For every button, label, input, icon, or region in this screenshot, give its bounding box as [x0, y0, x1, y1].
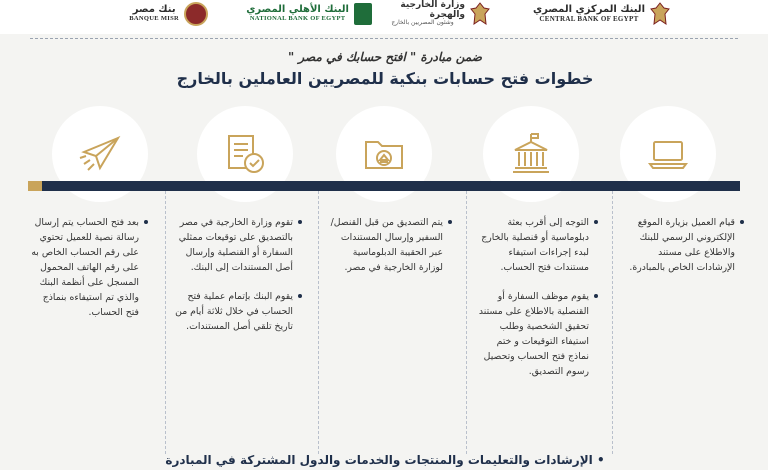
column-divider	[612, 191, 613, 454]
national-bank-logo	[232, 0, 372, 28]
national-bank-name-ar: البنك الأهلي المصري	[246, 4, 349, 16]
page-title: خطوات فتح حسابات بنكية للمصريين العاملين بالخارج	[176, 69, 594, 88]
step-3-item-1: يتم التصديق من قبل القنصل/السفير وإرسال المستندات عبر الحقيبة الدبلوماسية لوزارة الخارجية في مصر.	[330, 215, 452, 275]
banque-misr-mark-icon	[184, 2, 208, 26]
step-column-4	[170, 215, 302, 348]
step-4-item-1: تقوم وزارة الخارجية في مصر بالتصديق على توقيعات ممثلي السفارة أو القنصلية وإرسال أصل المستندات إلى البنك.	[170, 215, 302, 275]
step-column-3	[330, 215, 452, 289]
header-divider	[30, 38, 738, 39]
step-5-item-1: بعد فتح الحساب يتم إرسال رسالة نصية للعميل تحتوي على رقم الحساب الخاص به على رقم الهاتف المحمول المسجل على أنظمة البنك والذي تم استيفاءه بنماذج فتح الحساب.	[28, 215, 148, 320]
footer-caption: • الإرشادات والتعليمات والمنتجات والخدمات والدول المشتركة في المبادرة	[165, 453, 605, 467]
step-column-1	[628, 215, 744, 289]
foreign-ministry-name: وزارة الخارجية والهجرة	[400, 0, 465, 20]
banque-misr-logo	[118, 0, 208, 28]
banque-misr-name-ar: بنك مصر	[132, 4, 176, 16]
national-bank-mark-icon	[354, 3, 372, 25]
timeline-bar	[28, 181, 740, 191]
column-divider	[165, 191, 166, 454]
column-divider	[318, 191, 319, 454]
eagle-emblem-icon	[470, 2, 490, 26]
timeline-accent	[28, 181, 42, 191]
step-2-item-1: التوجه إلى أقرب بعثة دبلوماسية أو قنصلية بالخارج لبدء إجراءات استيفاء مستندات فتح الحساب.	[478, 215, 598, 275]
central-bank-logo	[520, 0, 670, 28]
step-2-item-2: يقوم موظف السفارة أو القنصلية بالاطلاع على مستند تحقيق الشخصية وطلب استيفاء التوقيعات و ختم نماذج فتح الحساب وتحصيل رسوم التصديق.	[478, 289, 598, 379]
column-divider	[466, 191, 467, 454]
banque-misr-name-en: BANQUE MISR	[129, 14, 179, 22]
step-4-item-2: يقوم البنك بإتمام عملية فتح الحساب في خلال ثلاثة أيام من تاريخ تلقي أصل المستندات.	[170, 289, 302, 334]
foreign-ministry-subname: وشئون المصريين بالخارج	[391, 19, 454, 27]
step-1-item-1: قيام العميل بزيارة الموقع الإلكتروني الرسمي للبنك والاطلاع على مستند الإرشادات الخاص بالمبادرة.	[628, 215, 744, 275]
eagle-emblem-icon	[650, 2, 670, 26]
central-bank-name-ar: البنك المركزي المصري	[532, 4, 645, 16]
central-bank-name-en: CENTRAL BANK OF EGYPT	[539, 14, 639, 23]
step-column-2	[478, 215, 598, 393]
step-column-5	[28, 215, 148, 334]
national-bank-name-en: NATIONAL BANK OF EGYPT	[249, 14, 346, 22]
initiative-subtitle: ضمن مبادرة " افتح حسابك في مصر "	[287, 50, 482, 64]
foreign-ministry-logo	[380, 0, 490, 28]
logo-bar	[0, 0, 768, 34]
